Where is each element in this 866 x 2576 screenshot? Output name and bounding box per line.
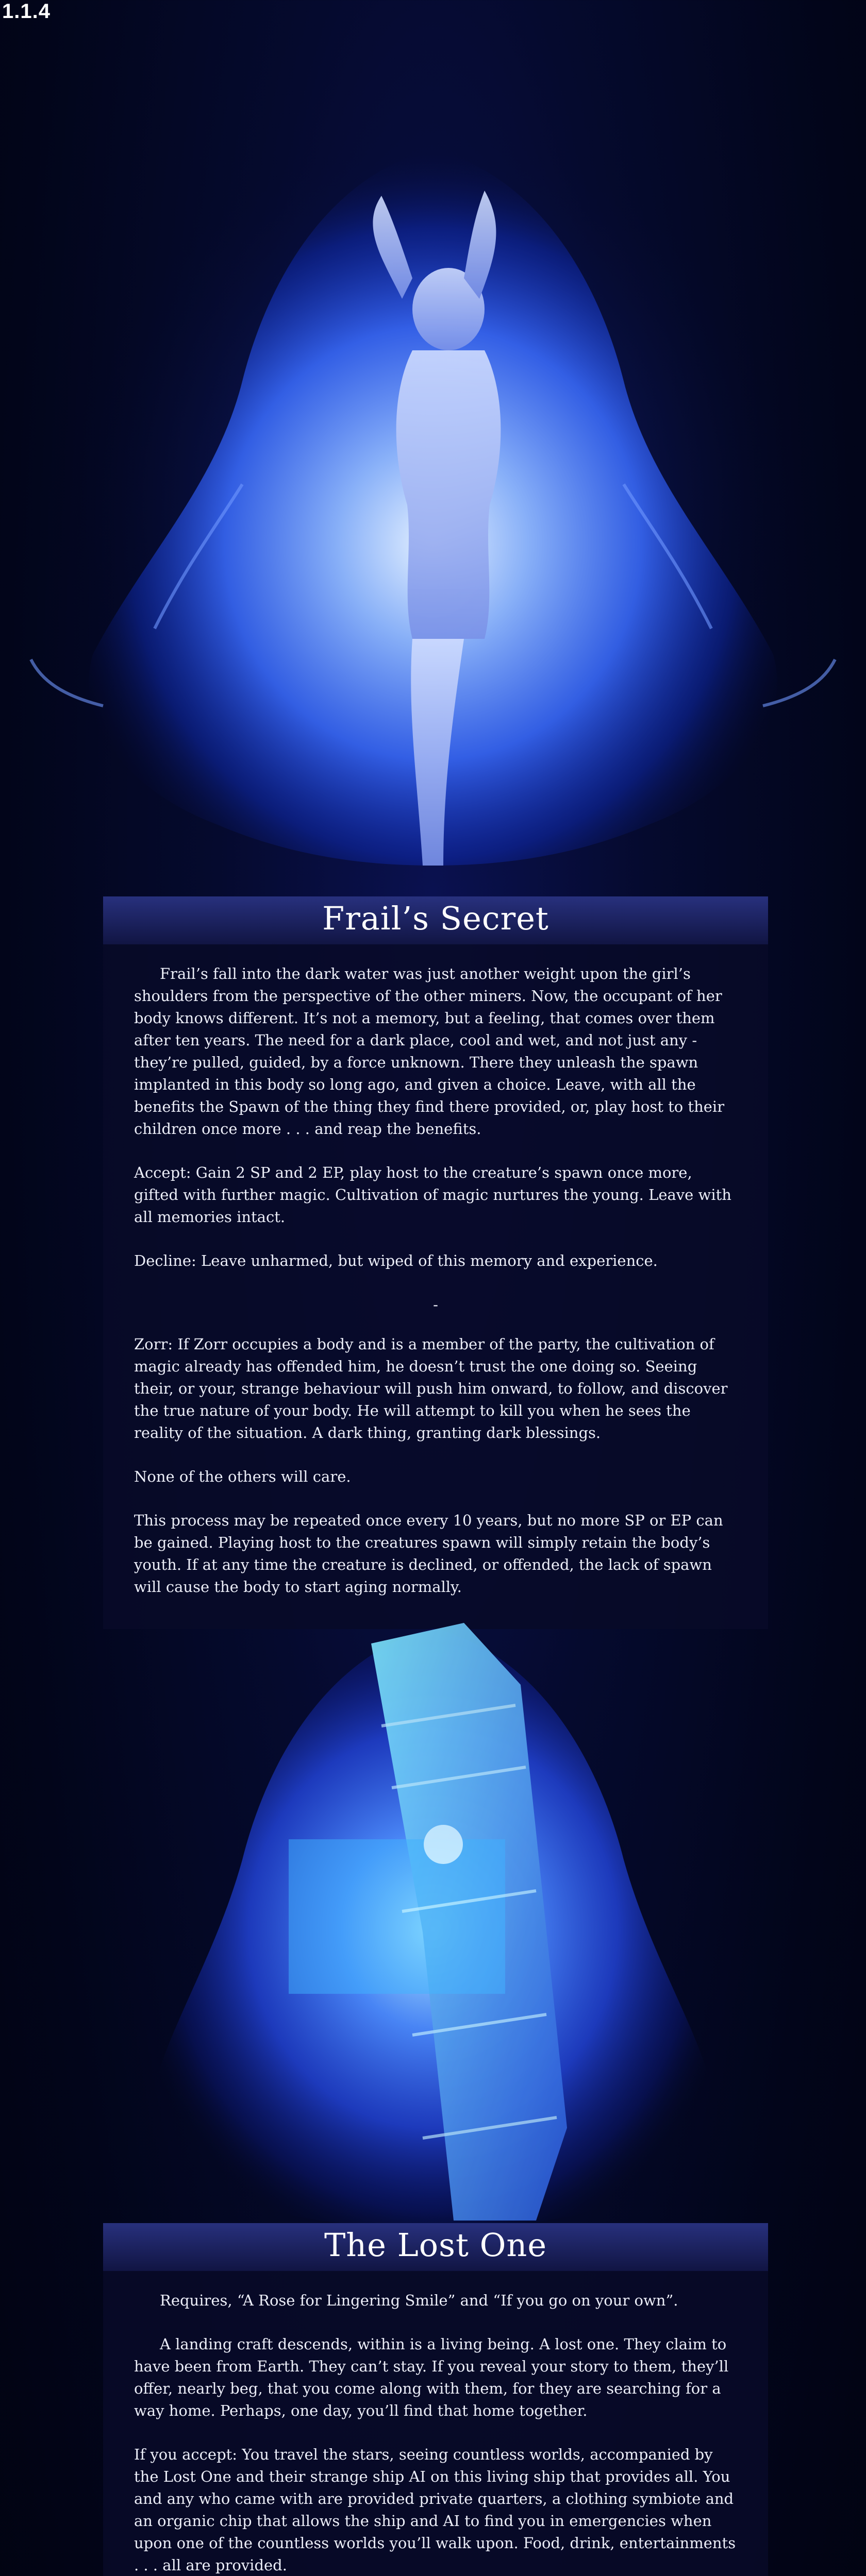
separator: - xyxy=(433,1296,438,1313)
zorr-note: Zorr: If Zorr occupies a body and is a member of the party, the cultivation of magic already has offended him, he doesn’t trust the one doing so. Seeing their, or your, strange behaviour will push him onward, to follow, and discover the true nature of your body. He will attempt to kill you when he sees the reality of the situation. A dark thing, granting dark blessings. xyxy=(134,1335,728,1442)
accept-option: If you accept: You travel the stars, seeing countless worlds, accompanied by the Lost One and their strange ship AI on this living ship that provides all. You and any who came with are provided private quarters, a clothing symbiote and an organic chip that allows the ship and AI to find you in emergencies when upon one of the countless worlds you’ll walk upon. Food, drink, entertainments . . . all are provided. xyxy=(134,2446,736,2574)
lost-one-panel xyxy=(103,2223,768,2576)
requires-note: Requires, “A Rose for Lingering Smile” and “If you go on your own”. xyxy=(160,2292,678,2309)
frails-secret-panel xyxy=(103,896,768,1629)
version-label: 1.1.4 xyxy=(2,0,51,23)
section-title: Frail’s Secret xyxy=(103,896,768,944)
repeat-note: This process may be repeated once every 10 years, but no more SP or EP can be gained. Playing host to the creatures spawn will simply retain the body’s youth. If at any time the creature is declined, or offended, the lack of spawn will cause the body to start aging normally. xyxy=(134,1512,723,1596)
section-intro: A landing craft descends, within is a living being. A lost one. They claim to have been from Earth. They can’t stay. If you reveal your story to them, they’ll offer, nearly beg, that you come along with them, for they are searching for a way home. Perhaps, one day, you’ll find that home together. xyxy=(134,2335,729,2419)
section-title: The Lost One xyxy=(103,2223,768,2271)
section-intro: Frail’s fall into the dark water was just another weight upon the girl’s shoulders from the perspective of the other miners. Now, the occupant of her body knows different. It’s not a memory, but a feeling, that comes over them after ten years. The need for a dark place, cool and wet, and not just any - they’re pulled, guided, by a force unknown. There they unleash the spawn implanted in this body so long ago, and given a choice. Leave, with all the benefits the Spawn of the thing they find there provided, or, play host to their children once more . . . and reap the benefits. xyxy=(134,965,725,1138)
bottom-flame-illustration xyxy=(0,1623,866,2241)
top-flame-illustration xyxy=(0,62,866,938)
others-note: None of the others will care. xyxy=(134,1468,351,1485)
accept-option: Accept: Gain 2 SP and 2 EP, play host to the creature’s spawn once more, gifted with further magic. Cultivation of magic nurtures the young. Leave with all memories intact. xyxy=(134,1164,731,1226)
decline-option: Decline: Leave unharmed, but wiped of this memory and experience. xyxy=(134,1252,658,1269)
